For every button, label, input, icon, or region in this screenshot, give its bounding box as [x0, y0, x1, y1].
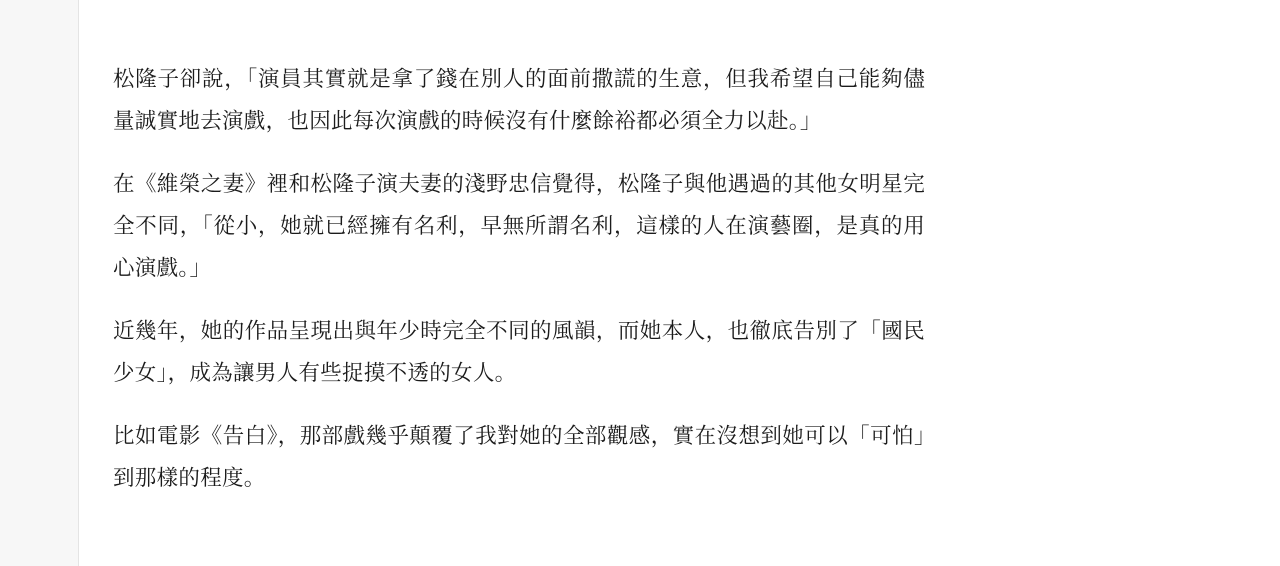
page-left-gutter — [0, 0, 79, 566]
paragraph: 比如電影《告白》，那部戲幾乎顛覆了我對她的全部觀感，實在沒想到她可以「可怕」到那樣的程度。 — [113, 424, 925, 490]
article-content — [85, 0, 1280, 566]
article-text-column — [113, 58, 925, 499]
paragraph: 松隆子卻說，「演員其實就是拿了錢在別人的面前撒謊的生意，但我希望自己能夠儘量誠實地去演戲，也因此每次演戲的時候沒有什麼餘裕都必須全力以赴。」 — [113, 67, 925, 133]
paragraph: 近幾年，她的作品呈現出與年少時完全不同的風韻，而她本人，也徹底告別了「國民少女」，成為讓男人有些捉摸不透的女人。 — [113, 319, 925, 385]
paragraph: 在《維榮之妻》裡和松隆子演夫妻的淺野忠信覺得，松隆子與他遇過的其他女明星完全不同，「從小，她就已經擁有名利，早無所謂名利，這樣的人在演藝圈，是真的用心演戲。」 — [113, 172, 925, 280]
